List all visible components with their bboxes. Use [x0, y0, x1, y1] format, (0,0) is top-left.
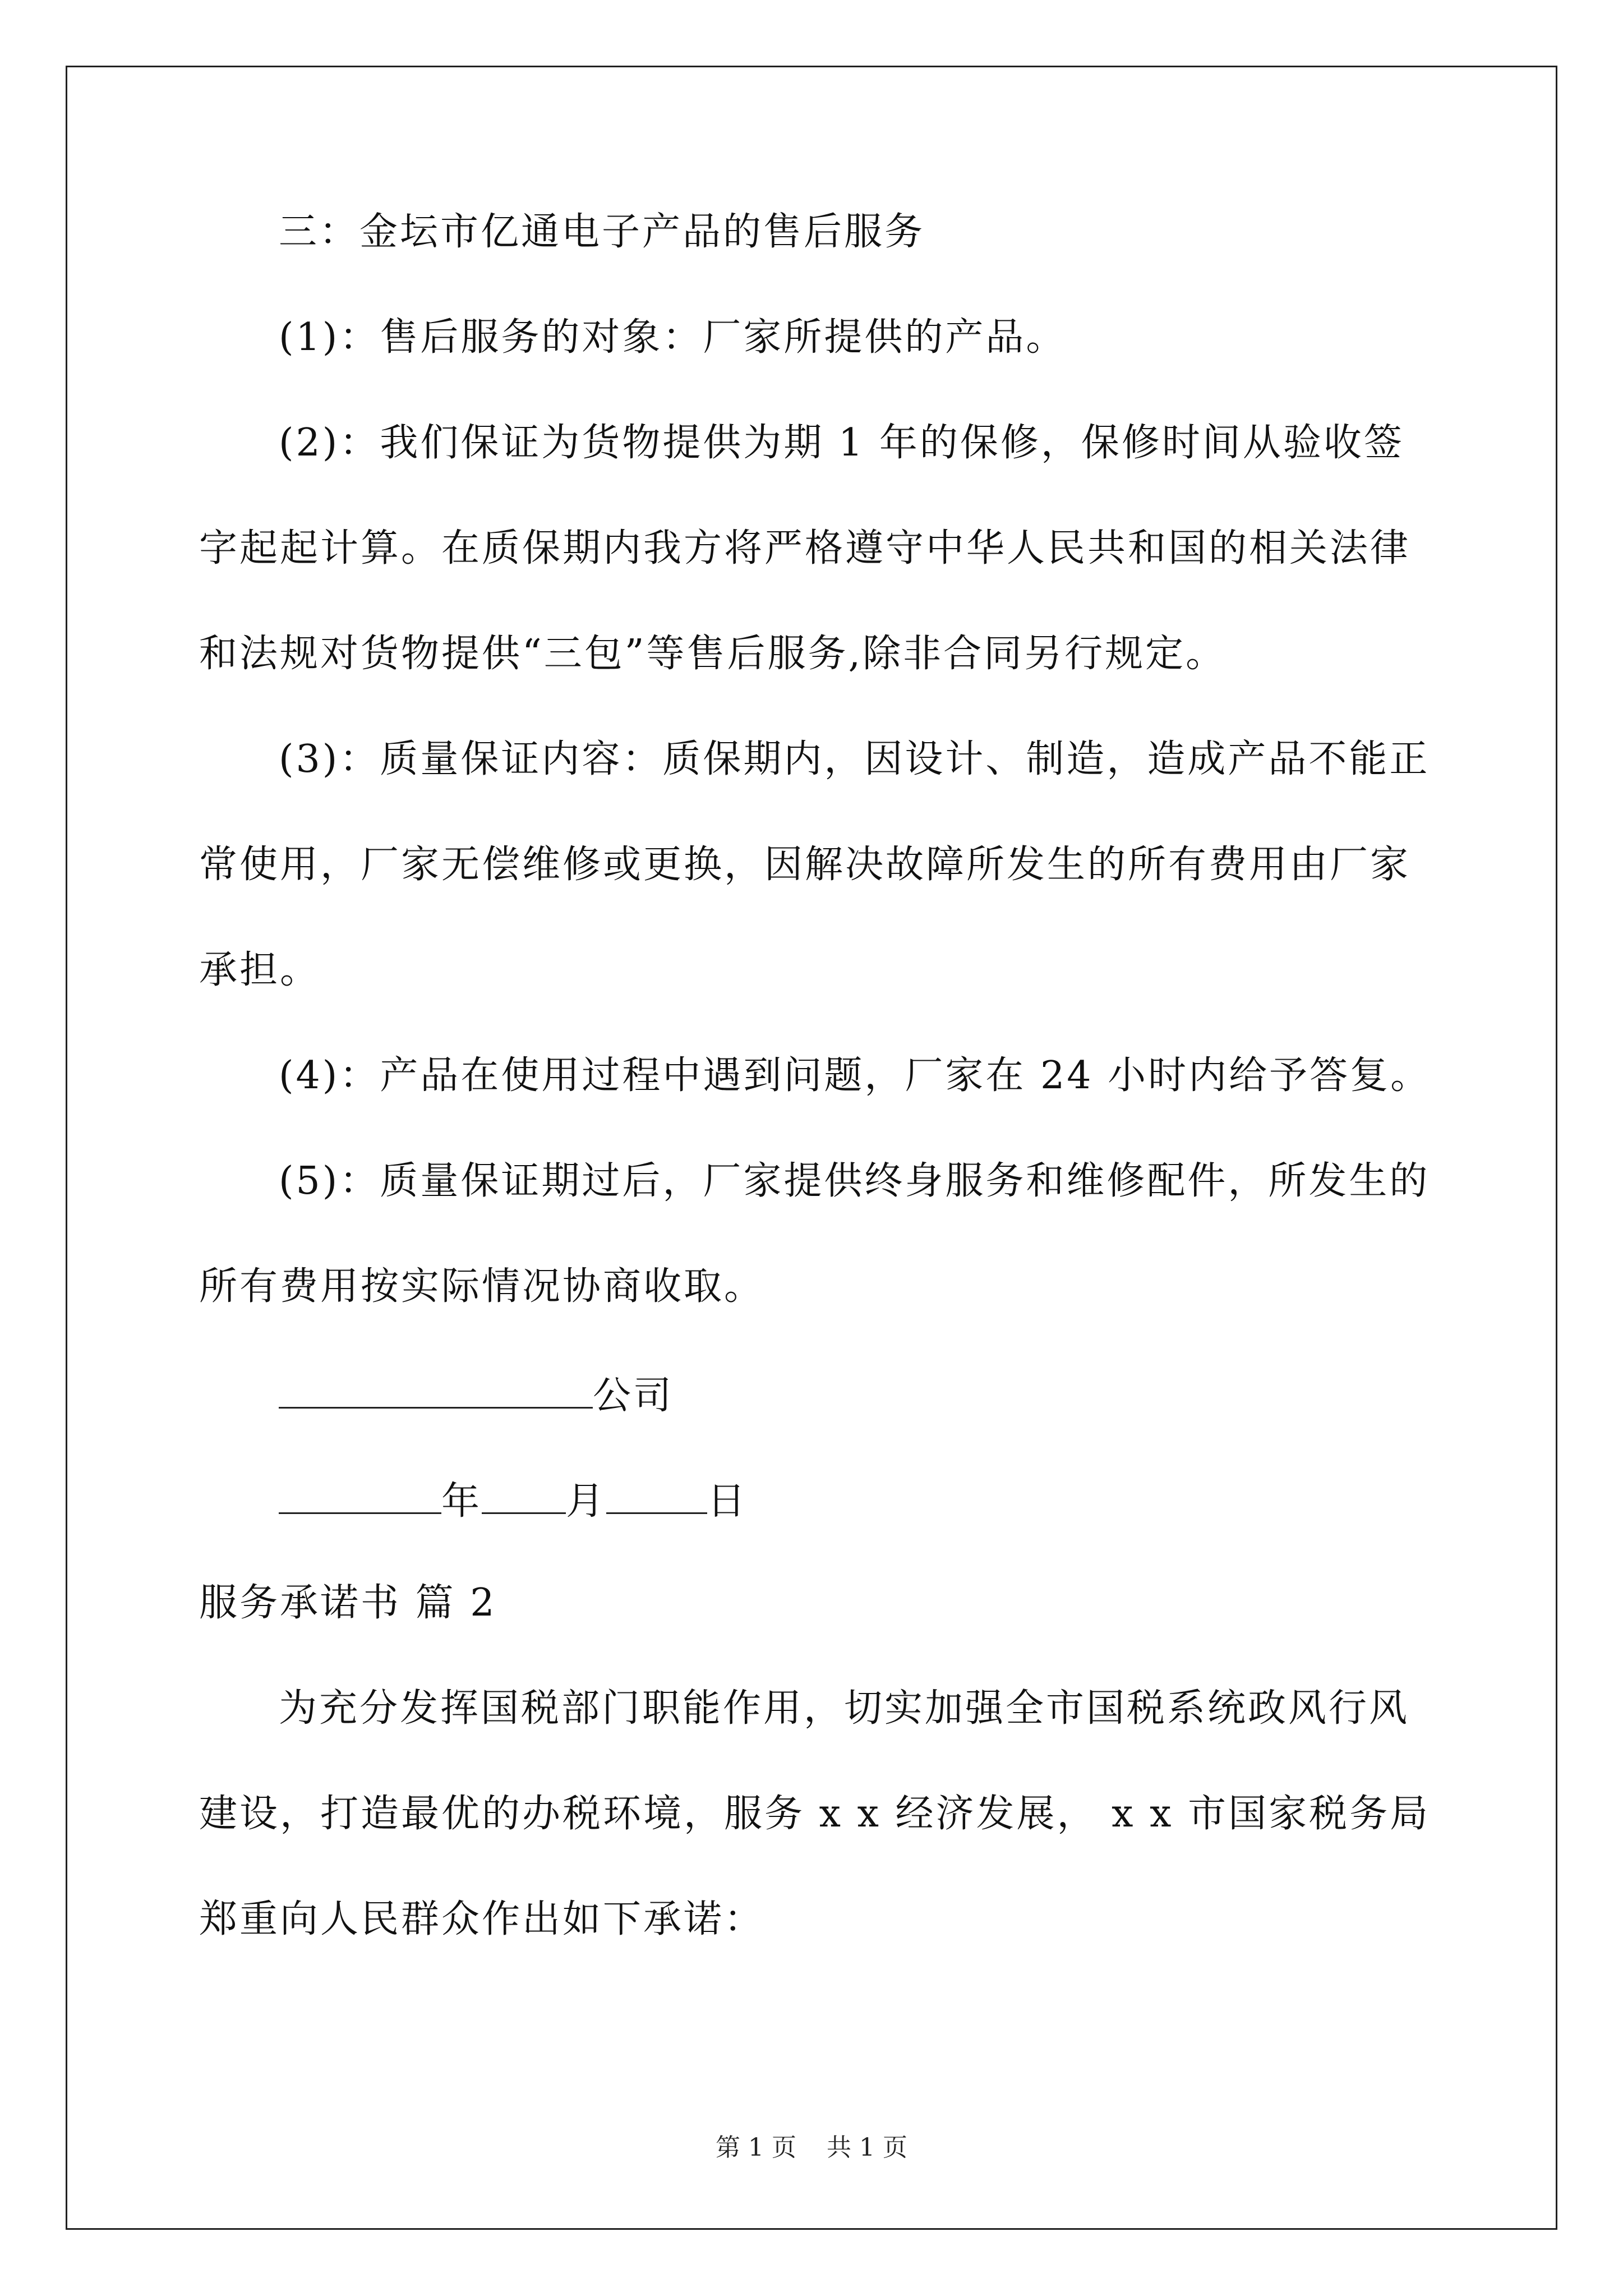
- paragraph-line: (2)：我们保证为货物提供为期 1 年的保修，保修时间从验收签: [279, 421, 1404, 465]
- paragraph-line: 承担。: [199, 948, 321, 992]
- paragraph-line: 和法规对货物提供“三包”等售后服务,除非合同另行规定。: [199, 632, 1227, 676]
- paragraph-line: (1)：售后服务的对象：厂家所提供的产品。: [279, 315, 1067, 360]
- signature-date-line: [279, 1479, 748, 1524]
- paragraph-line: (3)：质量保证内容：质保期内，因设计、制造，造成产品不能正: [279, 737, 1430, 781]
- day-label: 日: [707, 1479, 748, 1524]
- year-label: 年: [441, 1479, 482, 1524]
- page-number-current: 第 1 页: [716, 2133, 796, 2162]
- page-number-total: 共 1 页: [827, 2133, 907, 2162]
- month-blank: [482, 1479, 566, 1514]
- paragraph-line: 郑重向人民群众作出如下承诺：: [199, 1897, 765, 1941]
- section2-heading: 服务承诺书 篇 2: [199, 1581, 497, 1625]
- paragraph-line: 常使用，厂家无偿维修或更换，因解决故障所发生的所有费用由厂家: [199, 843, 1411, 887]
- paragraph-line: (5)：质量保证期过后，厂家提供终身服务和维修配件，所发生的: [279, 1159, 1430, 1203]
- day-blank: [606, 1479, 707, 1514]
- paragraph-line: 字起起计算。在质保期内我方将严格遵守中华人民共和国的相关法律: [199, 526, 1411, 570]
- company-blank: [279, 1373, 593, 1409]
- paragraph-line: 建设，打造最优的办税环境，服务 x x 经济发展， x x 市国家税务局: [199, 1792, 1431, 1836]
- page-footer: [0, 2127, 1623, 2163]
- paragraph-line: (4)：产品在使用过程中遇到问题，厂家在 24 小时内给予答复。: [279, 1053, 1431, 1098]
- signature-company-line: [279, 1373, 674, 1418]
- section-heading: 三：金坛市亿通电子产品的售后服务: [279, 210, 925, 254]
- paragraph-line: 所有费用按实际情况协商收取。: [199, 1264, 765, 1309]
- year-blank: [279, 1479, 441, 1514]
- paragraph-line: 为充分发挥国税部门职能作用，切实加强全市国税系统政风行风: [279, 1686, 1410, 1731]
- month-label: 月: [566, 1479, 607, 1524]
- company-suffix: 公司: [593, 1374, 674, 1418]
